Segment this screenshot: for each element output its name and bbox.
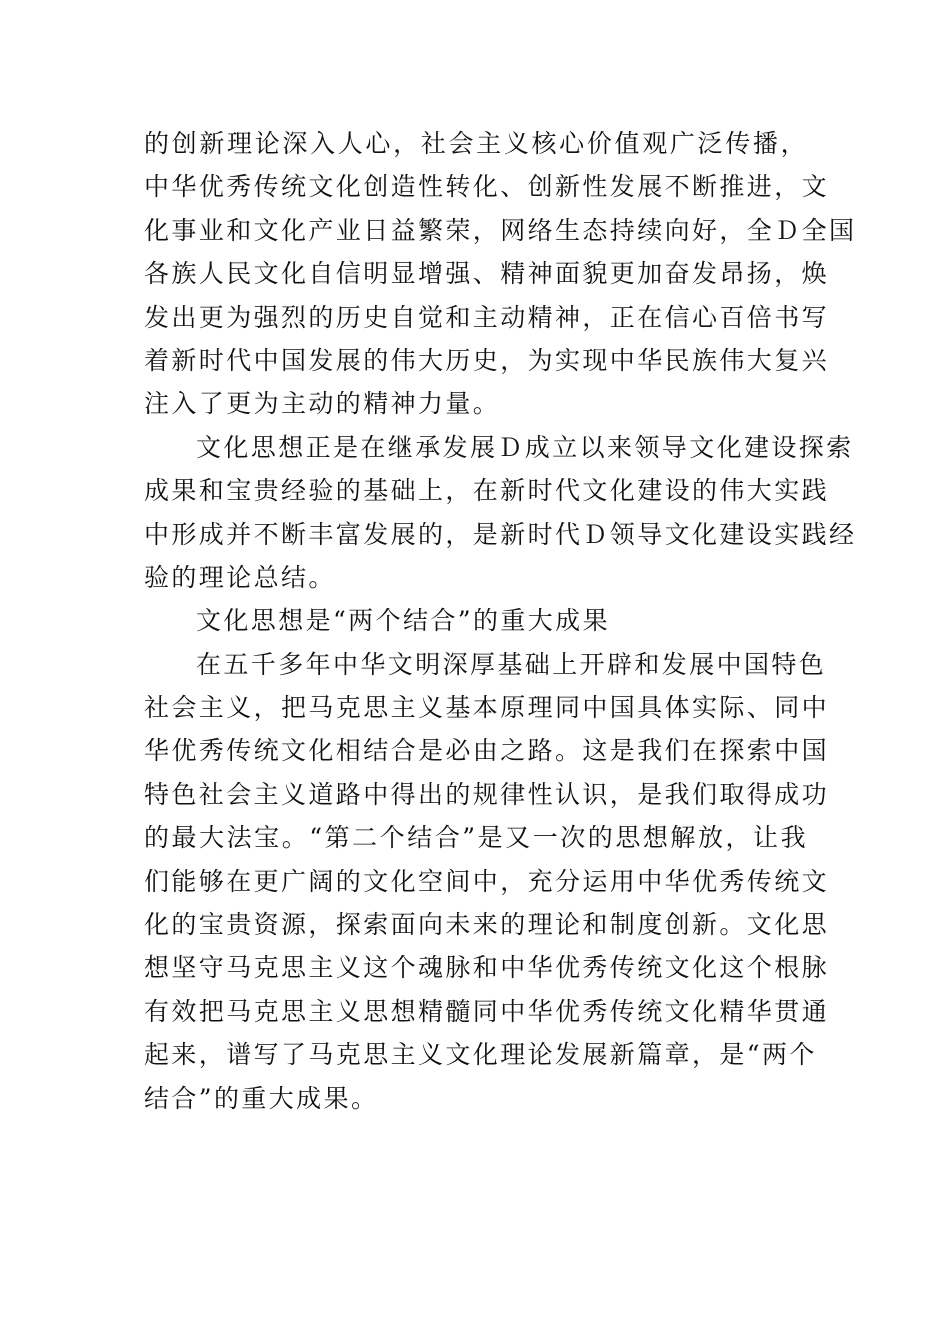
text-line: 起来，谱写了马克思主义文化理论发展新篇章，是“两个 [144, 1040, 817, 1070]
text-line: 验的理论总结。 [144, 562, 336, 592]
text-line: 特色社会主义道路中得出的规律性认识，是我们取得成功 [144, 779, 830, 809]
text-line: 想坚守马克思主义这个魂脉和中华优秀传统文化这个根脉 [144, 953, 830, 983]
text-line: 着新时代中国发展的伟大历史，为实现中华民族伟大复兴 [144, 345, 830, 375]
text-line: 成果和宝贵经验的基础上，在新时代文化建设的伟大实践 [144, 476, 830, 506]
text-line: 华优秀传统文化相结合是必由之路。这是我们在探索中国 [144, 736, 830, 766]
text-line: 中华优秀传统文化创造性转化、创新性发展不断推进，文 [144, 172, 830, 202]
paragraph-start-line: 文化思想正是在继承发展Ｄ成立以来领导文化建设探索 [196, 432, 854, 462]
text-line: 有效把马克思主义思想精髓同中华优秀传统文化精华贯通 [144, 996, 830, 1026]
text-line: 的创新理论深入人心，社会主义核心价值观广泛传播， [144, 129, 808, 158]
text-line: 化事业和文化产业日益繁荣，网络生态持续向好，全Ｄ全国 [144, 215, 857, 245]
text-line: 注入了更为主动的精神力量。 [144, 389, 501, 419]
text-line: 各族人民文化自信明显增强、精神面貌更加奋发昂扬，焕 [144, 259, 830, 289]
text-line: 结合”的重大成果。 [144, 1083, 379, 1113]
paragraph-start-line: 在五千多年中华文明深厚基础上开辟和发展中国特色 [196, 649, 827, 679]
document-body [144, 122, 857, 1120]
section-heading: 文化思想是“两个结合”的重大成果 [196, 606, 610, 636]
text-line: 发出更为强烈的历史自觉和主动精神，正在信心百倍书写 [144, 302, 830, 332]
text-line: 中形成并不断丰富发展的，是新时代Ｄ领导文化建设实践经 [144, 519, 857, 549]
text-line: 化的宝贵资源，探索面向未来的理论和制度创新。文化思 [144, 910, 830, 940]
text-line: 们能够在更广阔的文化空间中，充分运用中华优秀传统文 [144, 866, 830, 896]
text-line: 社会主义，把马克思主义基本原理同中国具体实际、同中 [144, 693, 830, 723]
text-line: 的最大法宝。“第二个结合”是又一次的思想解放，让我 [144, 823, 808, 853]
